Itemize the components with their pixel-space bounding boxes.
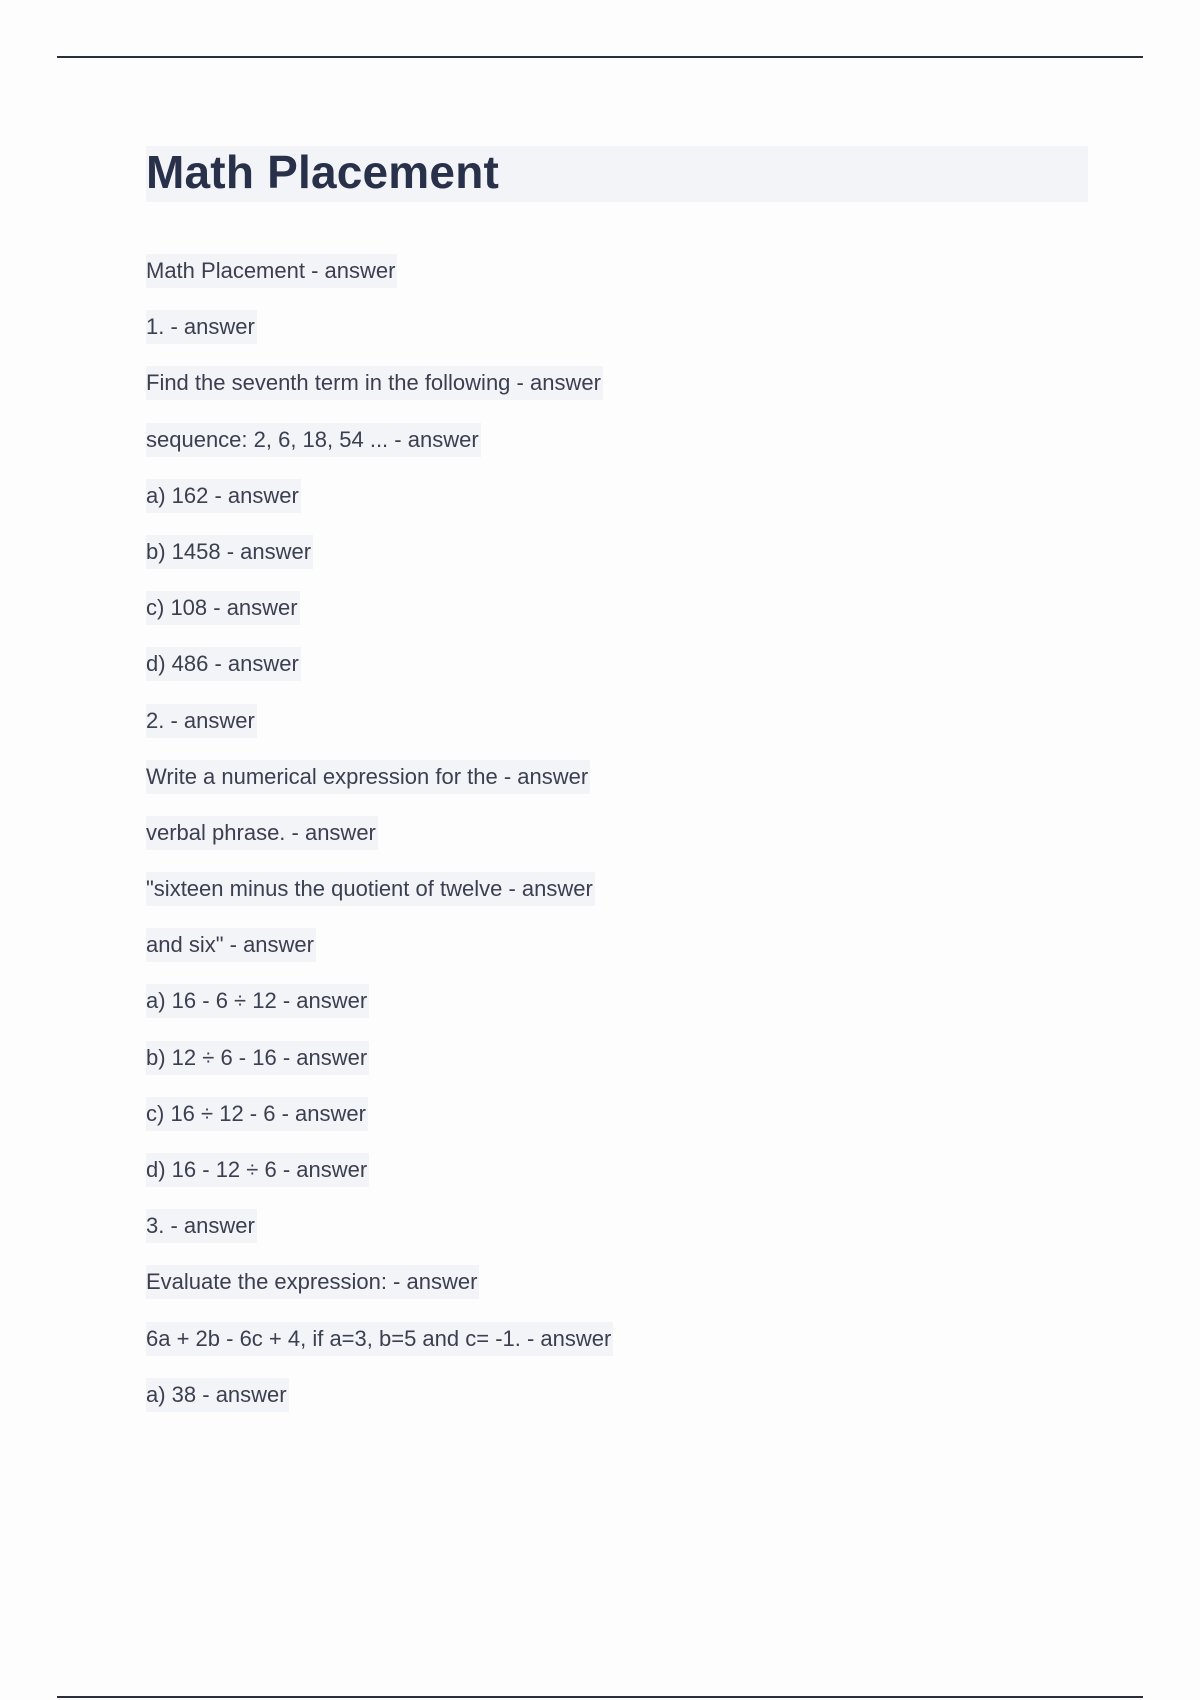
text-line: 2. - answer	[146, 704, 613, 760]
page-title: Math Placement	[146, 146, 500, 198]
top-rule	[57, 56, 1143, 58]
text-line: c) 108 - answer	[146, 591, 613, 647]
text-line: d) 16 - 12 ÷ 6 - answer	[146, 1153, 613, 1209]
bottom-rule	[57, 1696, 1143, 1698]
text-line: 6a + 2b - 6c + 4, if a=3, b=5 and c= -1. - answer	[146, 1322, 613, 1378]
text-line: Write a numerical expression for the - answer	[146, 760, 613, 816]
text-line: a) 38 - answer	[146, 1378, 613, 1434]
text-line: a) 162 - answer	[146, 479, 613, 535]
text-line: a) 16 - 6 ÷ 12 - answer	[146, 984, 613, 1040]
text-line: b) 12 ÷ 6 - 16 - answer	[146, 1041, 613, 1097]
text-line: c) 16 ÷ 12 - 6 - answer	[146, 1097, 613, 1153]
text-line: d) 486 - answer	[146, 647, 613, 703]
question-list	[146, 254, 613, 1434]
text-line: and six" - answer	[146, 928, 613, 984]
text-line: "sixteen minus the quotient of twelve - answer	[146, 872, 613, 928]
text-line: 1. - answer	[146, 310, 613, 366]
text-line: Find the seventh term in the following - answer	[146, 366, 613, 422]
text-line: b) 1458 - answer	[146, 535, 613, 591]
text-line: verbal phrase. - answer	[146, 816, 613, 872]
text-line: 3. - answer	[146, 1209, 613, 1265]
text-line: Math Placement - answer	[146, 254, 613, 310]
text-line: Evaluate the expression: - answer	[146, 1265, 613, 1321]
text-line: sequence: 2, 6, 18, 54 ... - answer	[146, 423, 613, 479]
